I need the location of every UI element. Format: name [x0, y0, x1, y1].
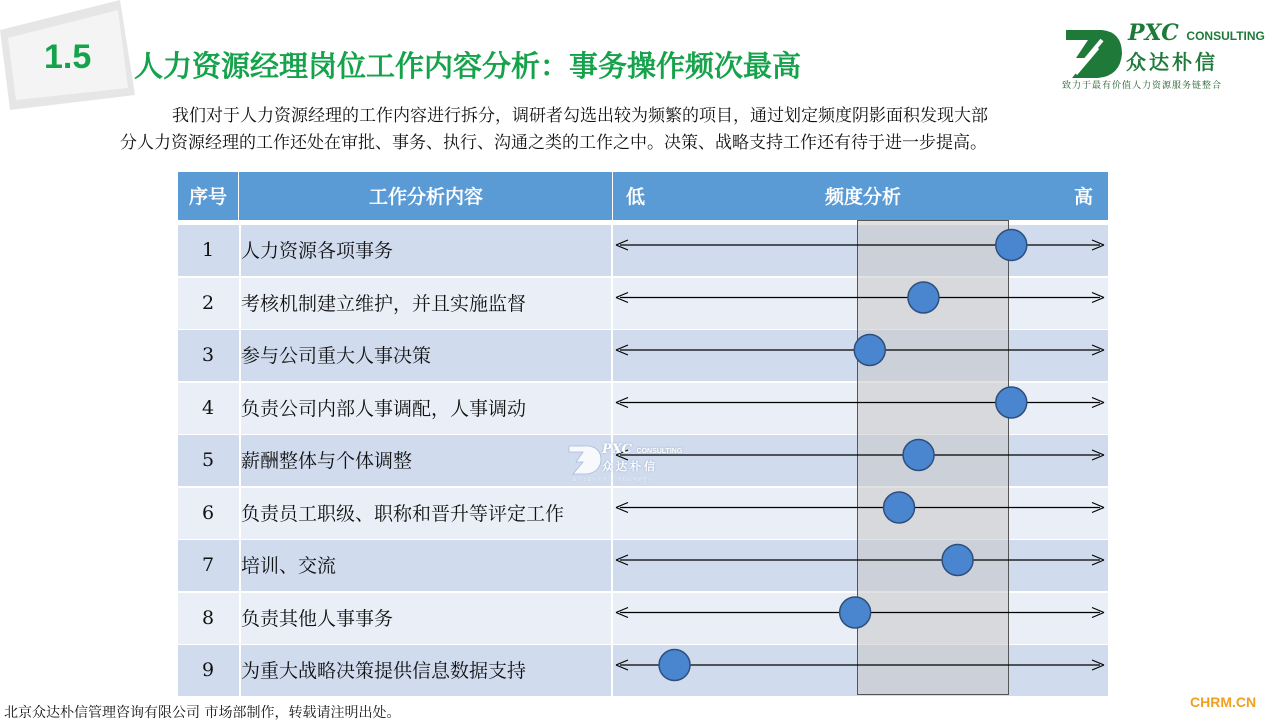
footer-copyright: 北京众达朴信管理咨询有限公司 市场部制作，转载请注明出处。: [4, 705, 401, 721]
logo-slogan: 致力于最有价值人力资源服务链整合: [1062, 81, 1223, 91]
row-index: 6: [201, 501, 215, 524]
watermark-brand-cn: 众达朴信: [602, 460, 658, 473]
logo-brand-cn: 众达朴信: [1126, 50, 1218, 74]
header-frequency: 频度分析: [824, 186, 901, 208]
watermark-brand-en: PXC CONSULTING: [602, 442, 683, 457]
row-content: 负责员工职级、职称和晋升等评定工作: [241, 502, 565, 525]
row-content: 负责公司内部人事调配，人事调动: [241, 397, 527, 420]
row-content: 人力资源各项事务: [241, 240, 394, 262]
row-index: 2: [201, 291, 215, 314]
row-index: 3: [201, 344, 215, 366]
table-header: [178, 172, 1108, 220]
header-low: 低: [626, 186, 646, 208]
row-content: 参与公司重大人事决策: [241, 345, 432, 367]
section-number: 1.5: [44, 38, 92, 76]
row-content: 培训、交流: [241, 555, 337, 577]
page-title: 人力资源经理岗位工作内容分析：事务操作频次最高: [134, 49, 802, 83]
row-index: 9: [201, 659, 215, 681]
intro-paragraph: [120, 103, 1220, 157]
row-index: 8: [201, 606, 215, 629]
row-content: 负责其他人事事务: [241, 607, 394, 630]
header-high: 高: [1074, 186, 1094, 208]
row-index: 5: [201, 449, 215, 471]
row-content: 薪酬整体与个体调整: [241, 450, 413, 472]
header-index: 序号: [178, 172, 239, 220]
frequency-shaded-area: [857, 220, 1009, 695]
intro-line-2: 分人力资源经理的工作还处在审批、事务、执行、沟通之类的工作之中。决策、战略支持工作还有待于进一步提高。: [120, 133, 987, 153]
row-index: 4: [201, 396, 215, 419]
row-index: 1: [201, 239, 215, 261]
logo-brand-en: PXC CONSULTING: [1128, 20, 1265, 46]
header-content: 工作分析内容: [240, 172, 613, 220]
row-index: 7: [201, 554, 215, 576]
row-content: 考核机制建立维护，并且实施监督: [241, 292, 527, 315]
site-mark: CHRM.CN: [1190, 694, 1257, 710]
watermark-slogan: 致力于最有价值人力资源服务链整合: [572, 477, 653, 483]
intro-line-1: 我们对于人力资源经理的工作内容进行拆分，调研者勾选出较为频繁的项目，通过划定频度阴影面积发现大部: [172, 106, 988, 126]
row-content: 为重大战略决策提供信息数据支持: [241, 660, 527, 682]
